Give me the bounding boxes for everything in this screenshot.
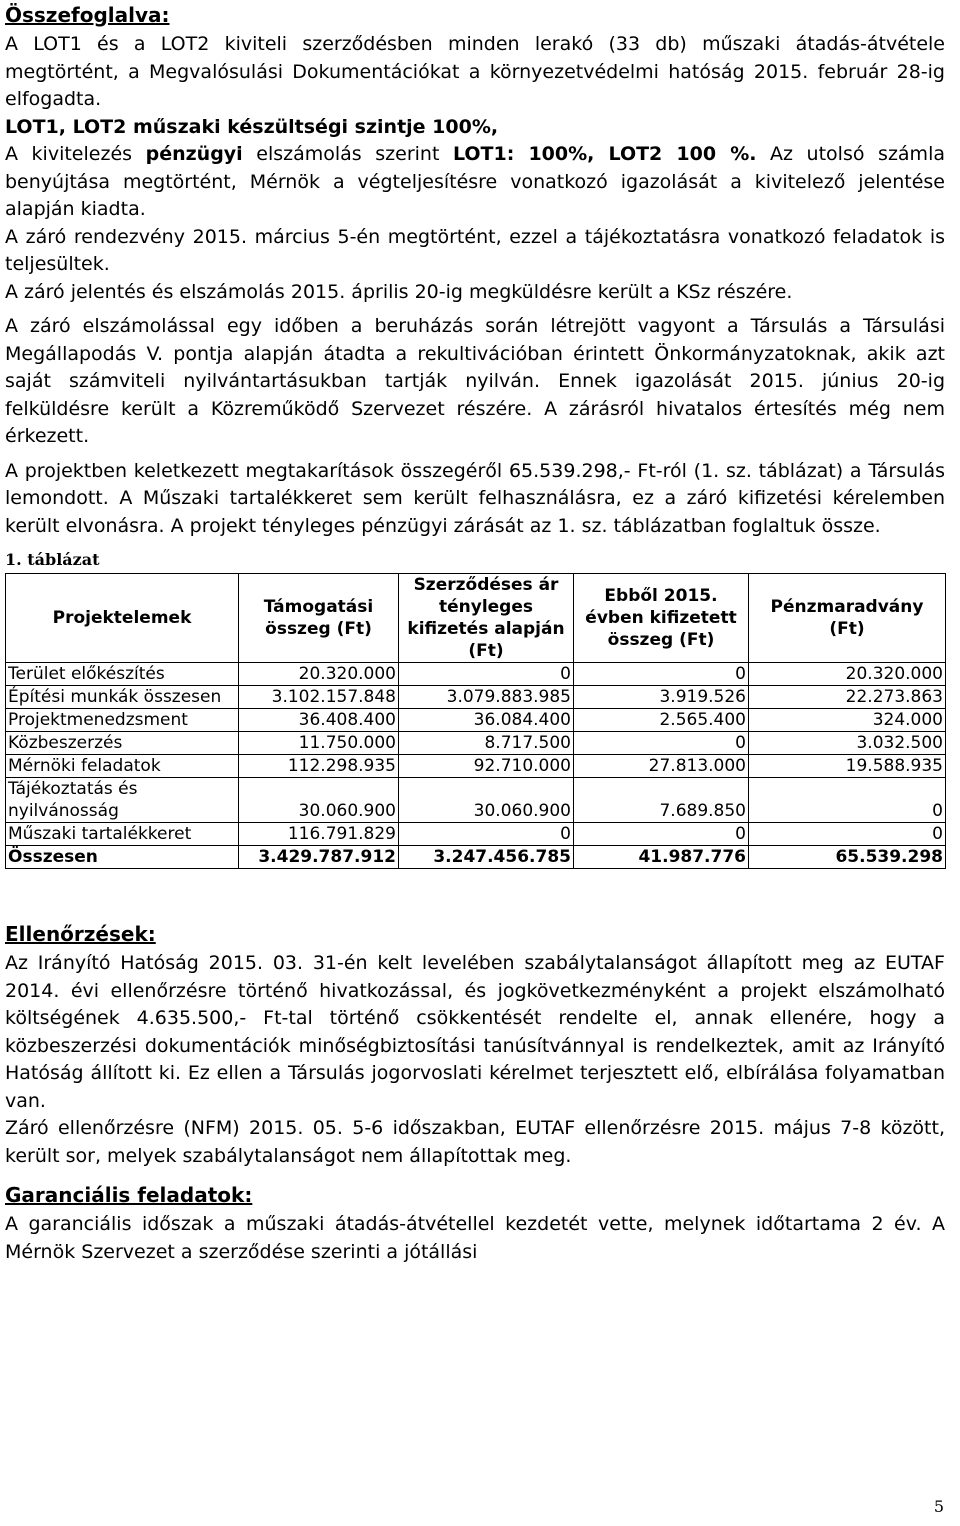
header-penzmaradvany: Pénzmaradvány (Ft): [749, 574, 946, 663]
value-cell: 0: [399, 663, 574, 686]
checks-paragraph-1: Az Irányító Hatóság 2015. 03. 31-én kelt levelében szabálytalanságot állapított meg az EUTAF 2014. évi ellenőrzésre történő hivatkozással, és jogkövetkezményként a projekt elszámolható költségének 4.635.500,- Ft-tal történő csökkentését rendelte el, annak ellenére, hogy a közbeszerzési dokumentációk minőségbiztosítási tanúsítvánnyal is rendelkeztek, amit az Irányító Hatóság állított ki. Ez ellen a Társulás jogorvoslati kérelmet terjesztett elő, elbírálása folyamatban van.: [5, 952, 945, 1112]
value-cell: 112.298.935: [239, 755, 399, 778]
completion-level-text: LOT1, LOT2 műszaki készültségi szintje 100%,: [5, 115, 499, 138]
table-total-row: [6, 846, 946, 869]
value-cell: 22.273.863: [749, 686, 946, 709]
value-cell: 27.813.000: [574, 755, 749, 778]
checks-heading: Ellenőrzések:: [5, 922, 156, 946]
value-cell: 0: [749, 823, 946, 846]
value-cell: 8.717.500: [399, 732, 574, 755]
value-cell: 0: [399, 823, 574, 846]
header-ebbol-2015: Ebből 2015. évben kifizetett összeg (Ft): [574, 574, 749, 663]
table-body: [6, 663, 946, 869]
summary-paragraph-3: [5, 141, 945, 224]
warranty-paragraph-1: A garanciális időszak a műszaki átadás-átvétellel kezdetét vette, melynek időtartama 2 év. A Mérnök Szervezet a szerződése szerinti a jótállási: [5, 1213, 945, 1263]
text-span: Az utolsó számla benyújtása megtörtént, Mérnök a végteljesítésre vonatkozó igazolását a kivitelező jelentése alapján kiadta.: [5, 143, 945, 220]
table-row: [6, 823, 946, 846]
header-szerzodeses: Szerződéses ár tényleges kifizetés alapján (Ft): [399, 574, 574, 663]
summary-paragraph-5: A záró jelentés és elszámolás 2015. április 20-ig megküldésre került a KSz részére.: [5, 280, 793, 303]
value-cell: 3.247.456.785: [399, 846, 574, 869]
value-cell: 11.750.000: [239, 732, 399, 755]
value-cell: 0: [749, 778, 946, 823]
value-cell: 30.060.900: [399, 778, 574, 823]
value-cell: 7.689.850: [574, 778, 749, 823]
financial-table: [5, 573, 946, 869]
value-cell: 30.060.900: [239, 778, 399, 823]
value-cell: 92.710.000: [399, 755, 574, 778]
row-label-cell: Projektmenedzsment: [6, 709, 239, 732]
warranty-heading: Garanciális feladatok:: [5, 1183, 253, 1207]
value-cell: 65.539.298: [749, 846, 946, 869]
value-cell: 41.987.776: [574, 846, 749, 869]
value-cell: 3.102.157.848: [239, 686, 399, 709]
row-label-cell: Összesen: [6, 846, 239, 869]
text-span: A kivitelezés: [5, 143, 146, 165]
row-label-cell: Terület előkészítés: [6, 663, 239, 686]
row-label-cell: Közbeszerzés: [6, 732, 239, 755]
row-label-cell: Építési munkák összesen: [6, 686, 239, 709]
header-tamogatasi: Támogatási összeg (Ft): [239, 574, 399, 663]
value-cell: 3.079.883.985: [399, 686, 574, 709]
summary-paragraph-6: A záró elszámolással egy időben a beruházás során létrejött vagyont a Társulás a Társulási Megállapodás V. pontja alapján átadta a rekultivációban érintett Önkormányzatoknak, akik azt saját számviteli nyilvántartásukban tartják nyilván. Ennek igazolását 2015. június 20-ig felküldésre került a Közreműködő Szervezet részére. A zárásról hivatalos értesítés még nem érkezett.: [5, 315, 945, 447]
value-cell: 0: [574, 732, 749, 755]
value-cell: 20.320.000: [749, 663, 946, 686]
row-label-cell: Tájékoztatás és nyilvánosság: [6, 778, 239, 823]
row-label-cell: Műszaki tartalékkeret: [6, 823, 239, 846]
value-cell: 324.000: [749, 709, 946, 732]
value-cell: 116.791.829: [239, 823, 399, 846]
bold-span: pénzügyi: [145, 143, 243, 165]
value-cell: 36.084.400: [399, 709, 574, 732]
value-cell: 0: [574, 823, 749, 846]
text-span: elszámolás szerint: [242, 143, 453, 165]
value-cell: 0: [574, 663, 749, 686]
table-row: [6, 778, 946, 823]
table-row: [6, 709, 946, 732]
value-cell: 20.320.000: [239, 663, 399, 686]
bold-span: LOT1: 100%, LOT2 100 %.: [452, 143, 757, 165]
page-number: 5: [933, 1497, 944, 1516]
summary-heading: Összefoglalva:: [5, 3, 170, 27]
header-projektelemek: Projektelemek: [6, 574, 239, 663]
row-label-cell: Mérnöki feladatok: [6, 755, 239, 778]
value-cell: 19.588.935: [749, 755, 946, 778]
table-row: [6, 663, 946, 686]
document-page: [5, 2, 945, 1266]
table-caption: 1. táblázat: [5, 550, 100, 569]
value-cell: 3.429.787.912: [239, 846, 399, 869]
table-row: [6, 732, 946, 755]
table-row: [6, 686, 946, 709]
value-cell: 36.408.400: [239, 709, 399, 732]
summary-paragraph-4: A záró rendezvény 2015. március 5-én megtörtént, ezzel a tájékoztatásra vonatkozó feladatok is teljesültek.: [5, 225, 945, 275]
value-cell: 3.919.526: [574, 686, 749, 709]
value-cell: 3.032.500: [749, 732, 946, 755]
checks-paragraph-2: Záró ellenőrzésre (NFM) 2015. 05. 5-6 időszakban, EUTAF ellenőrzésre 2015. május 7-8 között, került sor, melyek szabálytalanságot nem állapítottak meg.: [5, 1117, 945, 1167]
value-cell: 2.565.400: [574, 709, 749, 732]
summary-paragraph-2: [5, 114, 945, 142]
summary-paragraph-1: A LOT1 és a LOT2 kiviteli szerződésben minden lerakó (33 db) műszaki átadás-átvétele megtörtént, a Megvalósulási Dokumentációkat a környezetvédelmi hatóság 2015. február 28-ig elfogadta.: [5, 33, 945, 110]
table-header-row: [6, 574, 946, 663]
table-row: [6, 755, 946, 778]
summary-paragraph-7: A projektben keletkezett megtakarítások összegéről 65.539.298,- Ft-ról (1. sz. táblázat) a Társulás lemondott. A Műszaki tartalékkeret sem került felhasználásra, ez a záró kifizetési kérelemben került elvonásra. A projekt tényleges pénzügyi zárását az 1. sz. táblázatban foglaltuk össze.: [5, 459, 945, 537]
